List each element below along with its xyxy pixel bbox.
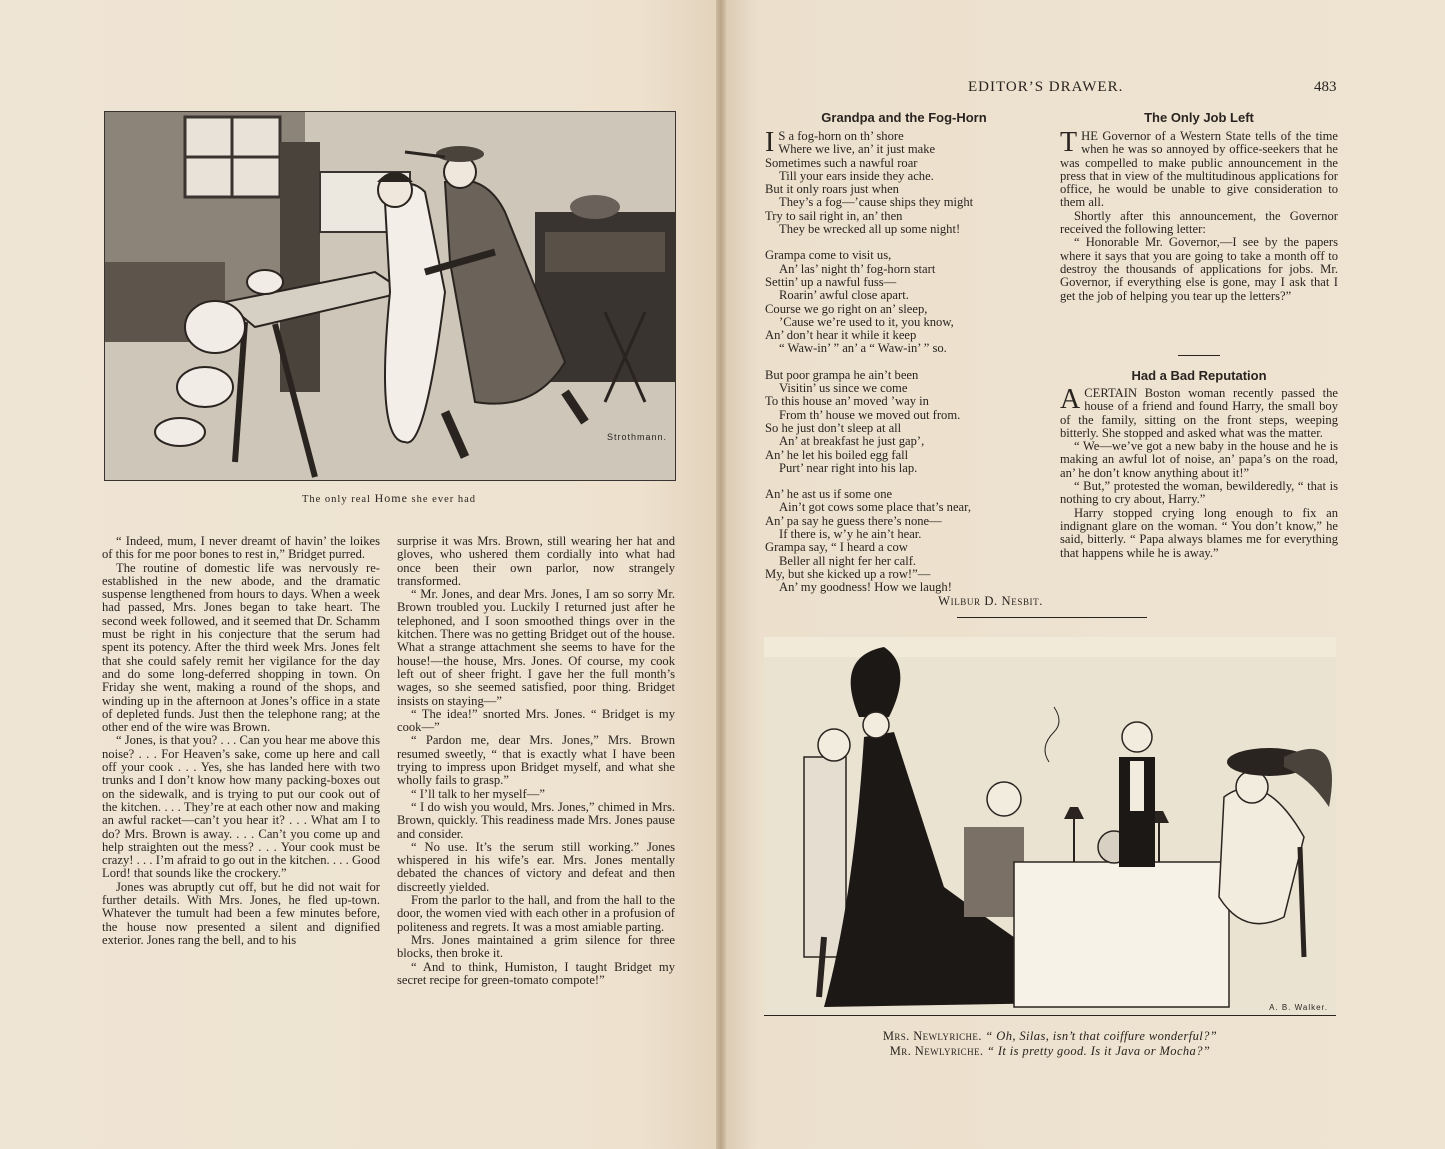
page-number: 483 <box>1314 79 1337 95</box>
poem-line: An’ he ast us if some one <box>765 487 893 502</box>
paragraph <box>1060 384 1338 440</box>
poem-line: An’ pa say he guess there’s none— <box>765 513 942 528</box>
paragraph: The routine of domestic life was nervously re-established in the new abode, and the dramatic suspense lengthened from hours to days. When a week had passed, Mrs. Jones began to take heart. The second week followed, and it seemed that Dr. Schamm must be right in his conjecture that the serum had spent its potency. After the third week Mrs. Jones felt that she could safely remit her vigilance for the day and do some long-deferred shopping in town. On Friday she went, making a round of the shops, and winding up in the afternoon at Jones’s office in a state of depleted funds. Just then the telephone rang; at the other end of the wire was Brown. <box>102 560 380 735</box>
paragraph: “ We—we’ve got a new baby in the house and he is making an awful lot of noise, an’ papa’s on the road, an’ he don’t know anything about it!” <box>1060 439 1338 480</box>
cartoon-signature: A. B. Walker. <box>1269 1003 1328 1012</box>
poem-line: S a fog-horn on th’ shore <box>778 129 904 143</box>
caption-part-1: The only real <box>301 494 375 505</box>
paragraph-text: HE Governor of a Western State tells of the time when he was so annoyed by office-seekers that he was compelled to make public announcement in the press that in view of the multitudinous applications for office, he would be unable to give consideration to them all. <box>1060 129 1338 210</box>
poem-line: To this house an’ moved ’way in <box>765 394 929 409</box>
poem-line: But it only roars just when <box>765 182 899 197</box>
paragraph: surprise it was Mrs. Brown, still wearing her hat and gloves, who ushered them cordially into what had once been their own parlor, now strangely transformed. <box>397 534 675 588</box>
paragraph: “ The idea!” snorted Mrs. Jones. “ Bridget is my cook—” <box>397 706 675 735</box>
book-gutter <box>716 0 726 1149</box>
running-head: EDITOR’S DRAWER. <box>968 79 1124 95</box>
poem-line: An’ at breakfast he just gap’, <box>779 434 925 449</box>
speech-text: “ It is pretty good. Is it Java or Mocha?” <box>986 1044 1211 1058</box>
poem-line: An’ las’ night th’ fog-horn start <box>779 261 936 276</box>
poem-line: Roarin’ awful close apart. <box>779 288 909 303</box>
speaker-name: Mr. Newlyriche. <box>889 1044 984 1058</box>
cartoon-caption <box>764 1029 1336 1059</box>
poem-stanza <box>765 127 1043 237</box>
kitchen-scene-drawing <box>105 112 675 480</box>
section-divider <box>1178 355 1220 356</box>
poem-line: Settin’ up a nawful fuss— <box>765 274 897 289</box>
paragraph-text: CERTAIN Boston woman recently passed the house of a friend and found Harry, the small boy of the family, sitting on the front steps, weeping bitterly. She stopped and asked what was the matter. <box>1060 386 1338 440</box>
poem-line: But poor grampa he ain’t been <box>765 367 919 382</box>
paragraph: “ Honorable Mr. Governor,—I see by the papers where it says that you are going to take a month off to destroy the thousands of applications for jobs. Mr. Governor, if everything else is gone, may I ask that I get the job of helping you tear up the letters?” <box>1060 235 1338 303</box>
dropcap-letter: I <box>765 127 775 158</box>
poem-line: Course we go right on an’ sleep, <box>765 301 928 316</box>
poem-line: Grampa come to visit us, <box>765 248 892 263</box>
poem-line: From th’ house we moved out from. <box>779 407 961 422</box>
poem-title: Grandpa and the Fog-Horn <box>821 110 987 125</box>
poem-line: Try to sail right in, an’ then <box>765 208 903 223</box>
left-column-1 <box>102 535 380 947</box>
story-only-job-left <box>1060 127 1338 303</box>
poem-line: Sometimes such a nawful roar <box>765 155 918 170</box>
caption-line-2 <box>764 1044 1336 1059</box>
paragraph: “ Pardon me, dear Mrs. Jones,” Mrs. Brown resumed sweetly, “ that is exactly what I have been trying to impress upon Bridget myself, and what she wholly fails to grasp.” <box>397 733 675 788</box>
poem-author: Wilbur D. Nesbit. <box>938 593 1043 608</box>
paragraph: From the parlor to the hall, and from the hall to the door, the women vied with each other in a profusion of politeness and regrets. It was a most amiable parting. <box>397 893 675 934</box>
caption-line-1 <box>764 1029 1336 1044</box>
dropcap-letter: T <box>1060 127 1078 158</box>
paragraph: Harry stopped crying long enough to fix an indignant glare on the woman. “ You don’t know,” he said, bitterly. “ Papa always blames me for everything that happens while he is away.” <box>1060 505 1338 560</box>
story-title-only-job-left: The Only Job Left <box>1144 110 1254 125</box>
poem-line: If there is, w’y he ain’t hear. <box>779 527 922 542</box>
poem-body <box>765 127 1043 608</box>
paragraph: “ Mr. Jones, and dear Mrs. Jones, I am so sorry Mr. Brown troubled you. Luckily I returned just after he telephoned, and I soon smoothed things over in the kitchen. There was no getting Bridget out of the house. What a strange attachment she seems to have for the house!—the house, Mrs. Jones. Of course, my cook left out of sheer fright. I gave her the full month’s wages, so she seemed satisfied, poor thing. Bridget insists on staying—” <box>397 587 675 708</box>
poem-line: So he just don’t sleep at all <box>765 420 902 435</box>
poem-line: Purt’ near right into his lap. <box>779 460 918 475</box>
paragraph: “ I’ll talk to her myself—” <box>411 786 545 801</box>
speaker-name: Mrs. Newlyriche. <box>882 1029 982 1043</box>
caption-part-3: she ever had <box>407 494 477 505</box>
poem-line: “ Waw-in’ ” an’ a “ Waw-in’ ” so. <box>779 341 947 356</box>
illustration-signature: Strothmann. <box>606 432 667 442</box>
poem-line: My, but she kicked up a row!”— <box>765 566 931 581</box>
poem-stanza <box>765 249 1043 355</box>
paragraph: Mrs. Jones maintained a grim silence for three blocks, then broke it. <box>397 932 675 961</box>
poem-line: They be wrecked all up some night! <box>779 222 961 237</box>
poem-stanza <box>765 369 1043 475</box>
paragraph: “ Jones, is that you? . . . Can you hear me above this noise? . . . For Heaven’s sake, come up here and call off your cook . . . Yes, she has landed here with two trunks and I don’t know how many packing-boxes out on the sidewalk, and is trying to put our cook out of the kitchen. . . . They’re at each other now and making an awful racket—can’t you hear it? . . . What am I to do? Mrs. Brown is away. . . . Can’t you come up and help straighten out the mess? . . . Your cook must be crazy! . . . I’m afraid to go out in the kitchen. . . . Good Lord! that sounds like the crockery.” <box>102 733 380 881</box>
speech-text: “ Oh, Silas, isn’t that coiffure wonderful?” <box>985 1029 1218 1043</box>
poem-line: Where we live, an’ it just make <box>778 142 936 157</box>
left-column-2 <box>397 535 675 987</box>
poem-stanza <box>765 488 1043 608</box>
paragraph: “ No use. It’s the serum still working.” Jones whispered in his wife’s ear. Mrs. Jones mentally debated the chances of victory and defeat and then discreetly yielded. <box>397 839 675 894</box>
illustration-caption <box>104 491 674 506</box>
poem-line: Till your ears inside they ache. <box>779 168 934 183</box>
poem-line: Visitin’ us since we come <box>779 381 908 396</box>
poem-line: An’ don’t hear it while it keep <box>765 328 917 343</box>
paragraph: “ I do wish you would, Mrs. Jones,” chimed in Mrs. Brown, quickly. This readiness made Mrs. Jones pause and consider. <box>397 799 675 841</box>
paragraph: Shortly after this announcement, the Governor received the following letter: <box>1060 208 1338 237</box>
poem-line: An’ my goodness! How we laugh! <box>779 580 952 595</box>
paragraph: “ Indeed, mum, I never dreamt of havin’ the loikes of this for me poor bones to rest in,” Bridget purred. <box>102 534 380 562</box>
dinner-cartoon <box>764 637 1336 1016</box>
paragraph: “ And to think, Humiston, I taught Bridget my secret recipe for green-tomato compote!” <box>397 959 675 987</box>
poem-line: Ain’t got cows some place that’s near, <box>779 500 971 515</box>
poem-line: Beller all night fer her calf. <box>779 553 917 568</box>
poem-line: ’Cause we’re used to it, you know, <box>779 314 954 329</box>
poem-line: Grampa say, “ I heard a cow <box>765 540 908 555</box>
dinner-cartoon-drawing <box>764 637 1336 1015</box>
paragraph: “ But,” protested the woman, bewilderedly, “ that is nothing to cry about, Harry.” <box>1060 479 1338 507</box>
caption-part-2: Home <box>374 491 408 505</box>
poem-line: They’s a fog—’cause ships they might <box>779 195 974 210</box>
paragraph: Jones was abruptly cut off, but he did not wait for further details. With Mrs. Jones, he fled up-town. Whatever the tumult had been a few minutes before, the house now presented a silent and dignified exterior. Jones rang the bell, and to his <box>102 879 380 947</box>
story-title-bad-reputation: Had a Bad Reputation <box>1131 368 1267 383</box>
kitchen-fight-illustration <box>104 111 676 481</box>
dropcap-letter: A <box>1060 384 1081 415</box>
story-bad-reputation <box>1060 384 1338 560</box>
cartoon-top-rule <box>957 617 1147 618</box>
paragraph <box>1060 127 1338 210</box>
poem-line: An’ he let his boiled egg fall <box>765 447 909 462</box>
